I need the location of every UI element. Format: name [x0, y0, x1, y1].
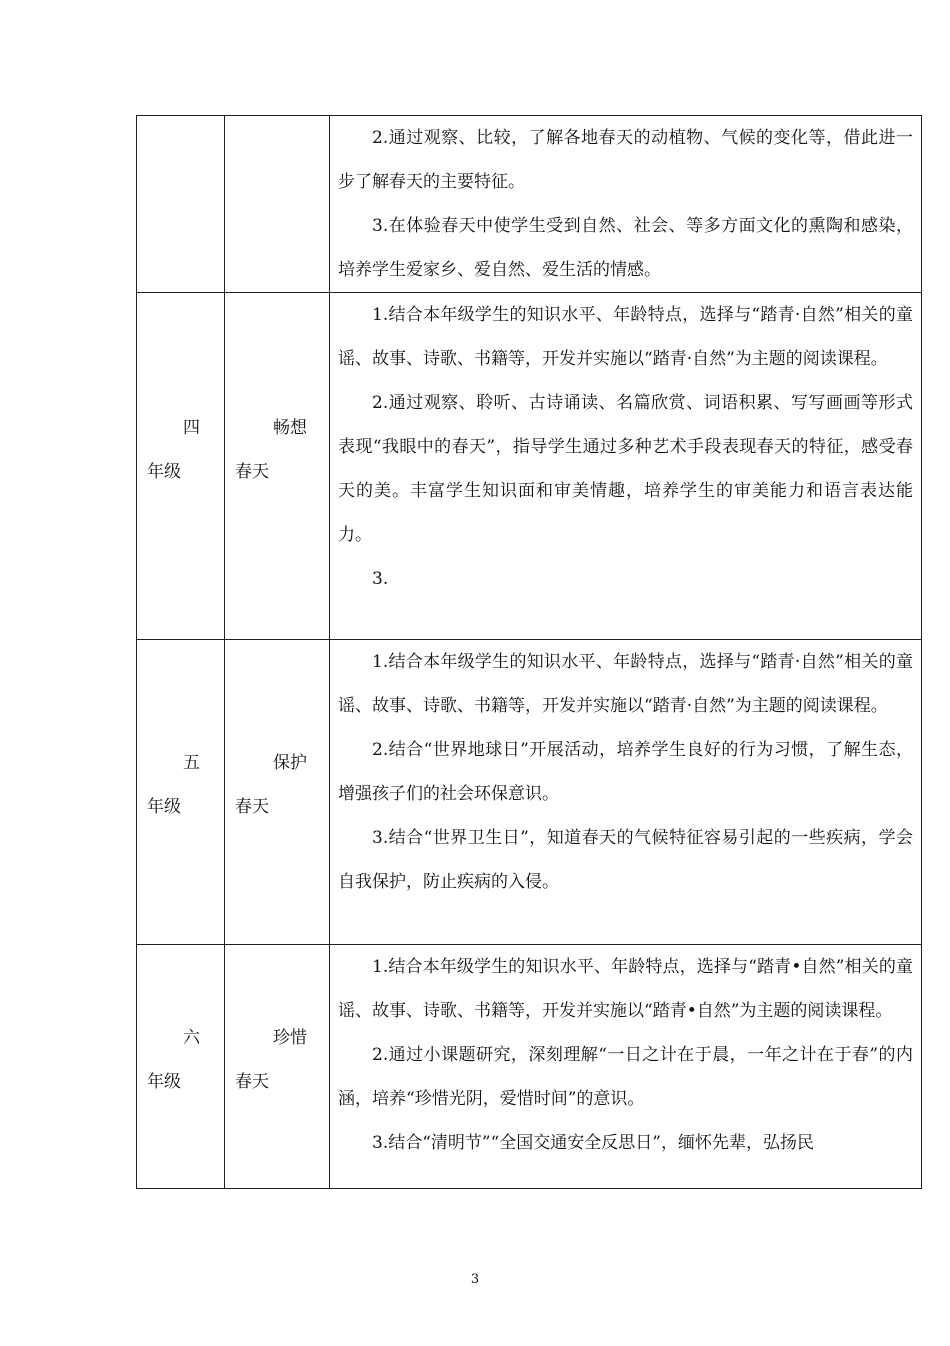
- content-cell: [330, 945, 922, 1189]
- grade-cell: [137, 640, 225, 945]
- content-cell: [330, 116, 922, 293]
- table-row: [137, 640, 922, 945]
- content-paragraph: 3.在体验春天中使学生受到自然、社会、等多方面文化的熏陶和感染，培养学生爱家乡、爱自然、爱生活的情感。: [338, 216, 913, 280]
- grade-cell: [137, 116, 225, 293]
- table-row: [137, 945, 922, 1189]
- content-paragraph: 1.结合本年级学生的知识水平、年龄特点，选择与“踏青•自然”相关的童谣、故事、诗歌、书籍等，开发并实施以“踏青•自然”为主题的阅读课程。: [338, 957, 913, 1021]
- content-paragraph: 2.结合“世界地球日”开展活动，培养学生良好的行为习惯，了解生态，增强孩子们的社会环保意识。: [338, 740, 913, 804]
- content-paragraph: 3.结合“清明节”“全国交通安全反思日”，缅怀先辈，弘扬民: [372, 1133, 814, 1153]
- grade-label: 年级: [147, 1072, 181, 1092]
- content-paragraph: 3.结合“世界卫生日”，知道春天的气候特征容易引起的一些疾病，学会自我保护，防止疾病的入侵。: [338, 828, 913, 892]
- theme-top: 珍惜: [273, 1028, 307, 1048]
- theme-bottom: 春天: [235, 797, 269, 817]
- grade-label: 年级: [147, 462, 181, 482]
- content-paragraph: 2.通过观察、比较，了解各地春天的动植物、气候的变化等，借此进一步了解春天的主要特征。: [338, 128, 913, 192]
- grade-number: 六: [183, 1028, 200, 1048]
- page-number: 3: [470, 1272, 480, 1287]
- content-cell: [330, 640, 922, 945]
- theme-cell: [225, 640, 330, 945]
- content-paragraph: 3.: [372, 569, 389, 589]
- theme-top: 畅想: [273, 418, 307, 438]
- content-paragraph: 1.结合本年级学生的知识水平、年龄特点，选择与“踏青·自然”相关的童谣、故事、诗歌、书籍等，开发并实施以“踏青·自然”为主题的阅读课程。: [338, 652, 913, 716]
- grade-number: 四: [183, 418, 200, 438]
- curriculum-table: [136, 115, 922, 1189]
- theme-bottom: 春天: [235, 1072, 269, 1092]
- theme-cell: [225, 945, 330, 1189]
- grade-cell: [137, 293, 225, 640]
- theme-bottom: 春天: [235, 462, 269, 482]
- theme-cell: [225, 293, 330, 640]
- content-paragraph: 2.通过观察、聆听、古诗诵读、名篇欣赏、词语积累、写写画画等形式表现“我眼中的春天”，指导学生通过多种艺术手段表现春天的特征，感受春天的美。丰富学生知识面和审美情趣，培养学生的审美能力和语言表达能力。: [338, 393, 913, 545]
- content-paragraph: 1.结合本年级学生的知识水平、年龄特点，选择与“踏青·自然”相关的童谣、故事、诗歌、书籍等，开发并实施以“踏青·自然”为主题的阅读课程。: [338, 305, 913, 369]
- content-paragraph: 2.通过小课题研究，深刻理解“一日之计在于晨，一年之计在于春”的内涵，培养“珍惜光阴，爱惜时间”的意识。: [338, 1045, 913, 1109]
- content-cell: [330, 293, 922, 640]
- table-row: [137, 293, 922, 640]
- theme-cell: [225, 116, 330, 293]
- theme-top: 保护: [273, 753, 307, 773]
- grade-number: 五: [183, 753, 200, 773]
- table-row: [137, 116, 922, 293]
- grade-label: 年级: [147, 797, 181, 817]
- grade-cell: [137, 945, 225, 1189]
